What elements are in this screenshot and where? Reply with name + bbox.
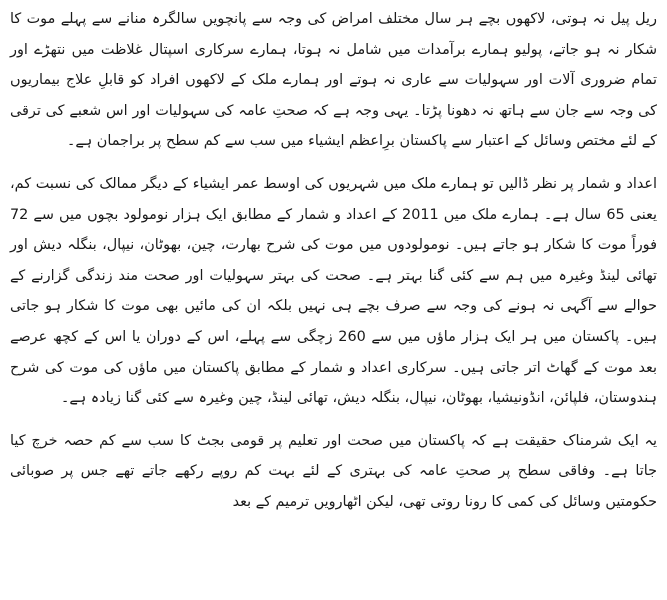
article-body	[10, 0, 657, 518]
paragraph-healthcare-failures: ریل پیل نہ ہوتی، لاکھوں بچے ہر سال مختلف امراض کی وجہ سے پانچویں سالگرہ منانے سے پہلے موت کا شکار نہ ہو جاتے، پولیو ہمارے برآمدات میں شامل نہ ہوتا، ہمارے سرکاری اسپتال غلاظت میں نتھڑے اور تمام ضروری آلات اور سہولیات سے عاری نہ ہوتے اور ہمارے ملک کے لاکھوں افراد کو قابلِ علاج بیماریوں کی وجہ سے جان سے ہاتھ نہ دھونا پڑتا۔ یہی وجہ ہے کہ صحتِ عامہ کی سہولیات اور اس شعبے کی ترقی کے لئے مختص وسائل کے اعتبار سے پاکستان برِاعظم ایشیاء میں سب سے کم سطح پر براجمان ہے۔	[10, 11, 657, 150]
paragraph-mortality-statistics: اعداد و شمار پر نظر ڈالیں تو ہمارے ملک میں شہریوں کی اوسط عمر ایشیاء کے دیگر ممالک کی نسبت کم، یعنی 65 سال ہے۔ ہمارے ملک میں 2011 کے اعداد و شمار کے مطابق ایک ہزار نومولود بچوں میں سے 72 فوراً موت کا شکار ہو جاتے ہیں۔ نومولودوں میں موت کی شرح بھارت، چین، بھوٹان، نیپال، بنگلہ دیش اور تھائی لینڈ وغیرہ میں ہم سے کئی گنا بہتر ہے۔ صحت کی بہتر سہولیات اور صحت مند زندگی گزارنے کے حوالے سے آگہی نہ ہونے کی وجہ سے صرف بچے ہی نہیں بلکہ ان کی مائیں بھی موت کا شکار ہو جاتی ہیں۔ پاکستان میں ہر ایک ہزار ماؤں میں سے 260 زچگی سے پہلے، اس کے دوران یا اس کے کچھ عرصے بعد موت کے گھاٹ اتر جاتی ہیں۔ سرکاری اعداد و شمار کے مطابق پاکستان میں ماؤں کی موت کی شرح ہندوستان، فلپائن، انڈونیشیا، بھوٹان، نیپال، بنگلہ دیش، تھائی لینڈ، چین وغیرہ سے کئی گنا زیادہ ہے۔	[10, 175, 658, 407]
paragraph-budget-allocation: یہ ایک شرمناک حقیقت ہے کہ پاکستان میں صحت اور تعلیم پر قومی بجٹ کا سب سے کم حصہ خرچ کیا جاتا ہے۔ وفاقی سطح پر صحتِ عامہ کی بہتری کے لئے بہت کم روپے رکھے جاتے تھے جس پر صوبائی حکومتیں وسائل کی کمی کا رونا روتی تھی، لیکن اٹھارویں ترمیم کے بعد	[10, 432, 657, 510]
